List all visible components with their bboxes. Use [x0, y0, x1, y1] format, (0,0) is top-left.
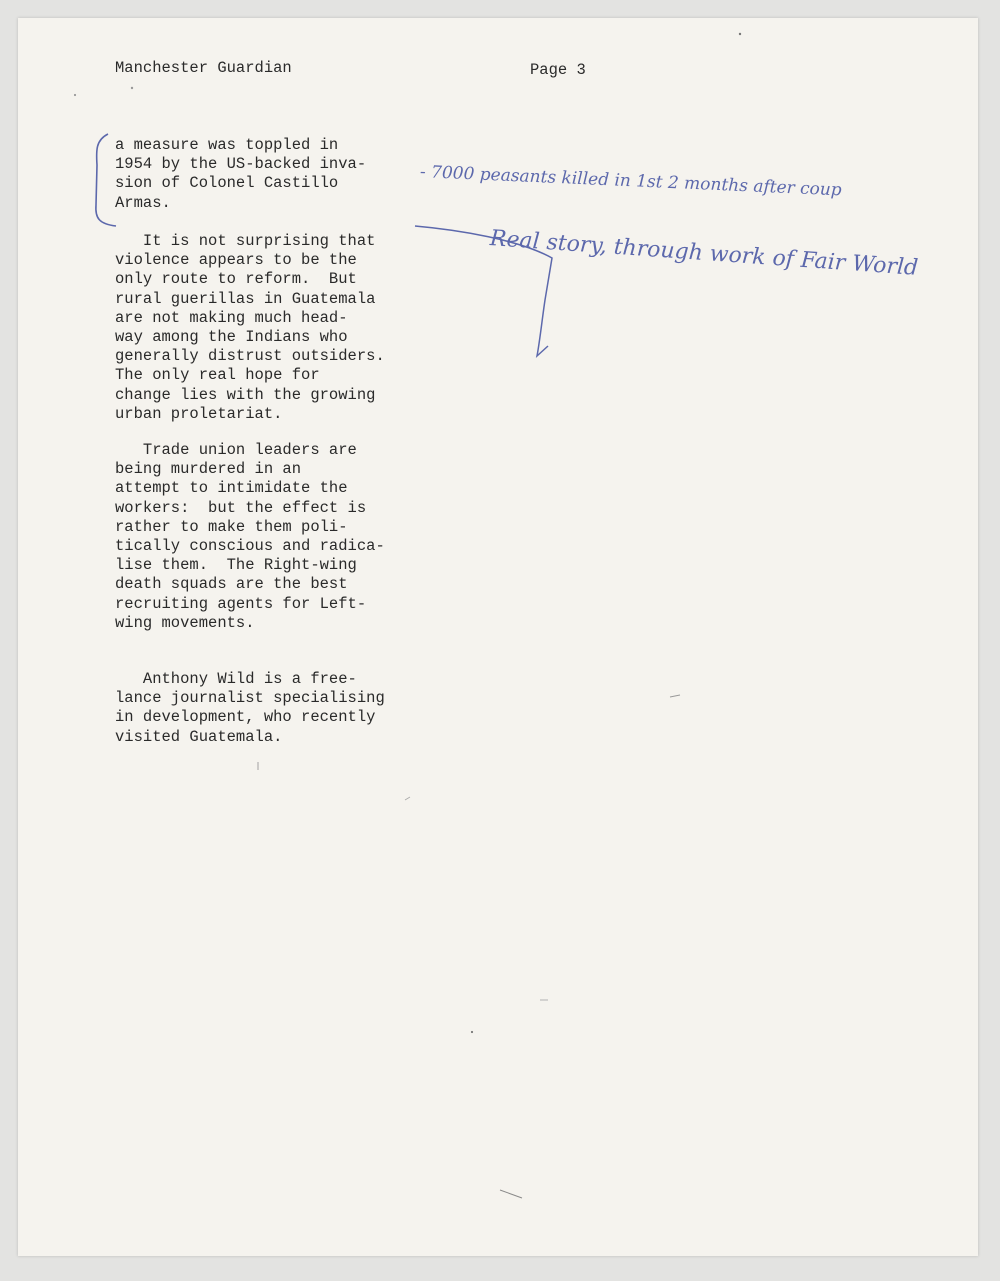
stray-dot — [74, 94, 76, 96]
stray-mark — [670, 695, 680, 697]
stray-mark — [500, 1190, 522, 1198]
margin-bracket-mark — [96, 134, 116, 226]
author-note: Anthony Wild is a free- lance journalist specialising in development, who recently visited Guatemala. — [115, 670, 385, 746]
handwritten-note-source: Real story, through work of Fair World — [489, 226, 919, 281]
stray-mark — [405, 797, 410, 800]
article-paragraph-3: Trade union leaders are being murdered in an attempt to intimidate the workers: but the effect is rather to make them poli- tically conscious and radica- lise them. The Right-wing death squads are the best recruiting agents for Left- wing movements. — [115, 441, 385, 632]
stray-dot — [471, 1031, 473, 1033]
stray-dot — [739, 33, 741, 35]
publication-header: Manchester Guardian — [115, 59, 292, 77]
connector-stroke-mark — [415, 226, 552, 356]
stray-dot — [131, 87, 133, 89]
handwritten-note-casualties: - 7000 peasants killed in 1st 2 months after coup — [419, 162, 843, 201]
article-paragraph-1: a measure was toppled in 1954 by the US-backed inva- sion of Colonel Castillo Armas. — [115, 136, 367, 212]
page-number: Page 3 — [530, 61, 586, 79]
article-paragraph-2: It is not surprising that violence appears to be the only route to reform. But rural guerillas in Guatemala are not making much head- way among the Indians who generally distrust outsiders. The only real hope for change lies with the growing urban proletariat. — [115, 232, 385, 423]
